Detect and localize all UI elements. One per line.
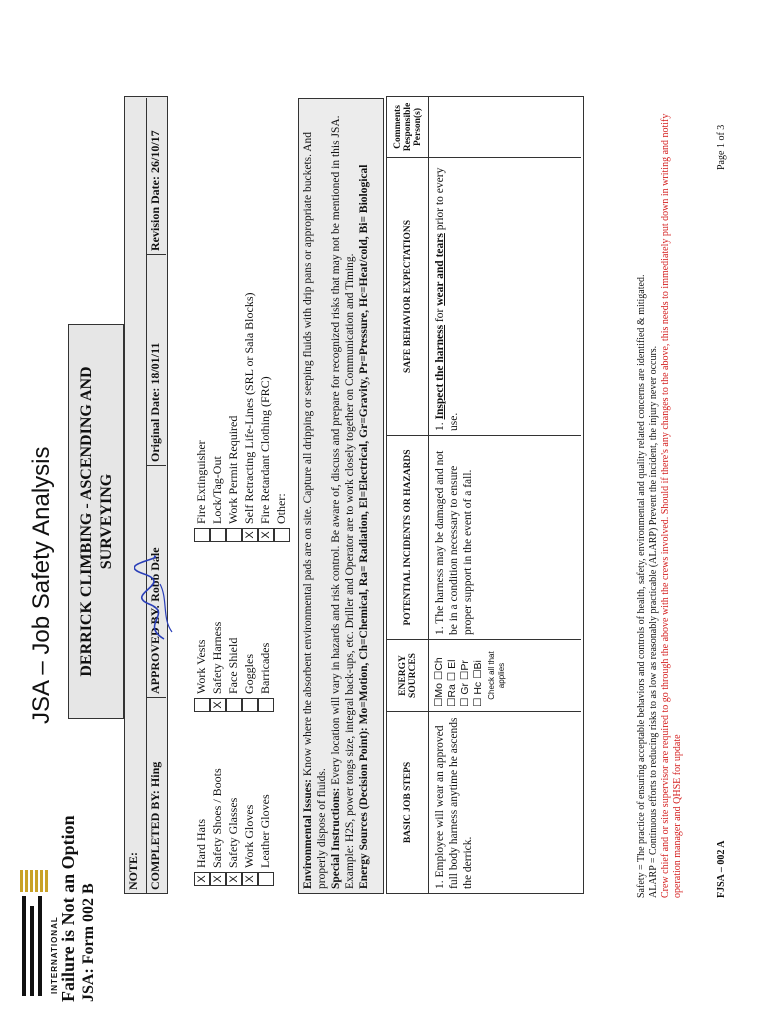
safety-definition: Safety = The practice of ensuring acceptable behaviors and controls of health, safety, environmental and quality related concerns are identified & mitigated. (636, 274, 647, 898)
signature-scribble (134, 554, 178, 644)
form-code: FJSA – 002 A (716, 840, 727, 898)
note-label: NOTE: (126, 851, 140, 890)
ppe-label: Face Shield (226, 637, 240, 694)
ppe-label: Safety Shoes / Boots (210, 768, 224, 868)
ppe-label: Safety Glasses (226, 797, 240, 868)
header-comments: Comments Responsible Person(s) (387, 97, 429, 157)
energy-line: ☐Mo ☐Ch (433, 657, 445, 707)
ppe-label: Work Permit Required (226, 415, 240, 524)
divider (146, 254, 166, 255)
divider (146, 465, 166, 466)
completed-by: COMPLETED BY: Hing (148, 761, 162, 890)
ppe-checkbox[interactable] (242, 698, 258, 712)
ppe-checkbox[interactable]: X (258, 528, 274, 542)
ppe-checkbox[interactable]: X (210, 872, 226, 886)
header-potential-hazards: POTENTIAL INCIDENTS OR HAZARDS (387, 435, 429, 639)
energy-line: ☐ Gr ☐Pr (459, 660, 471, 707)
logo-text: INTERNATIONAL (50, 916, 59, 994)
page-number: Page 1 of 3 (716, 124, 727, 170)
approved-by: APPROVED BY: Robb Dale (148, 547, 162, 694)
company-logo (18, 864, 62, 1004)
ppe-checkbox[interactable] (258, 872, 274, 886)
ppe-label: Fire Retardant Clothing (FRC) (258, 376, 272, 524)
special-instructions: Special Instructions: Every location will vary in hazards and risk control. Be aware of, discuss and prepare for recognized risks that may not be mentioned in this JSA. Example: H2S, power tongs size, integral back-ups, etc. Driller and Operator are to work closely together on Communication and Timing. (330, 115, 356, 889)
form-number: JSA: Form 002 B (80, 883, 97, 1002)
ppe-label: Safety Harness (210, 621, 224, 694)
ppe-checkbox[interactable] (226, 698, 242, 712)
ppe-checkbox[interactable]: X (242, 528, 258, 542)
energy-sources-legend: Energy Sources (Decision Point): Mo=Motion, Ch=Chemical, Ra= Radiation, El=Electrical, Gr=Gravity, Pr=Pressure, Hc=Heat/cold, Bi= Biological (358, 164, 370, 889)
header-job-steps: BASIC JOB STEPS (387, 711, 429, 893)
ppe-label: Lock/Tag-Out (210, 456, 224, 524)
instructions-box (298, 98, 384, 894)
job-step-cell: 1. Employee will wear an approved full body harness anytime he ascends the derrick. (429, 711, 581, 893)
energy-line: ☐Ra ☐ El (446, 659, 458, 707)
environmental-issues: Environmental Issues: Know where the absorbent environmental pads are on site. Capture all dripping or seeping fluids with drip pans or appropriate buckets. And properly dispose of fluids. (302, 131, 328, 889)
ppe-label: Barricades (258, 642, 272, 694)
ppe-checkbox[interactable] (226, 528, 242, 542)
hazard-cell: 1. The harness may be damaged and not be in a condition necessary to ensure proper support in the event of a fall. (429, 435, 581, 639)
original-date: Original Date: 18/01/11 (148, 342, 162, 462)
ppe-label: Fire Extinguisher (194, 440, 208, 524)
ppe-checkbox[interactable]: X (194, 872, 210, 886)
ppe-label: Goggles (242, 654, 256, 694)
ppe-checkbox[interactable] (258, 698, 274, 712)
header-energy-sources: ENERGY SOURCES (387, 639, 429, 711)
ppe-checkbox[interactable] (274, 528, 290, 542)
jsa-table (386, 96, 584, 894)
ppe-label: Work Gloves (242, 804, 256, 868)
ppe-label: Hard Hats (194, 819, 208, 868)
comments-cell (429, 97, 581, 157)
ppe-label: Work Vests (194, 639, 208, 694)
energy-line: ☐ Hc ☐Bi (472, 660, 484, 707)
ppe-checkbox[interactable] (194, 528, 210, 542)
safe-behavior-cell: 1. Inspect the harness for wear and tears prior to every use. (429, 157, 581, 435)
alarp-definition: ALARP = Continuous efforts to reducing risks to as low as reasonably practicable (ALARP) Prevent the incident, the injury never occurs. (648, 345, 659, 898)
ppe-label: Other: (274, 493, 288, 524)
footer-notes (636, 78, 684, 898)
ppe-label: Leather Gloves (258, 794, 272, 868)
ppe-checkbox[interactable]: X (242, 872, 258, 886)
ppe-label: Self Retracting Life-Lines (SRL or Sala Blocks) (242, 292, 256, 524)
header-safe-behavior: SAFE BEHAVIOR EXPECTATIONS (387, 157, 429, 435)
ppe-checkbox[interactable]: X (226, 872, 242, 886)
energy-note: Check all that applies (487, 651, 506, 700)
energy-sources-cell (429, 639, 581, 711)
revision-date: Revision Date: 26/10/17 (148, 130, 162, 251)
page-title: JSA – Job Safety Analysis (28, 446, 55, 724)
ppe-checkbox[interactable]: X (210, 698, 226, 712)
ppe-checkbox[interactable] (210, 528, 226, 542)
divider (146, 697, 166, 698)
ppe-checkbox[interactable] (194, 698, 210, 712)
supervisor-warning: Crew chief and or site supervisor are required to go through the above with the crews involved. Should if there's any changes to the above, this needs to immediately put down in writing and notify operation manager and QHSE for update (660, 113, 683, 898)
slogan: Failure is Not an Option (58, 815, 78, 1002)
job-title: DERRICK CLIMBING - ASCENDING AND SURVEYING (68, 324, 124, 719)
